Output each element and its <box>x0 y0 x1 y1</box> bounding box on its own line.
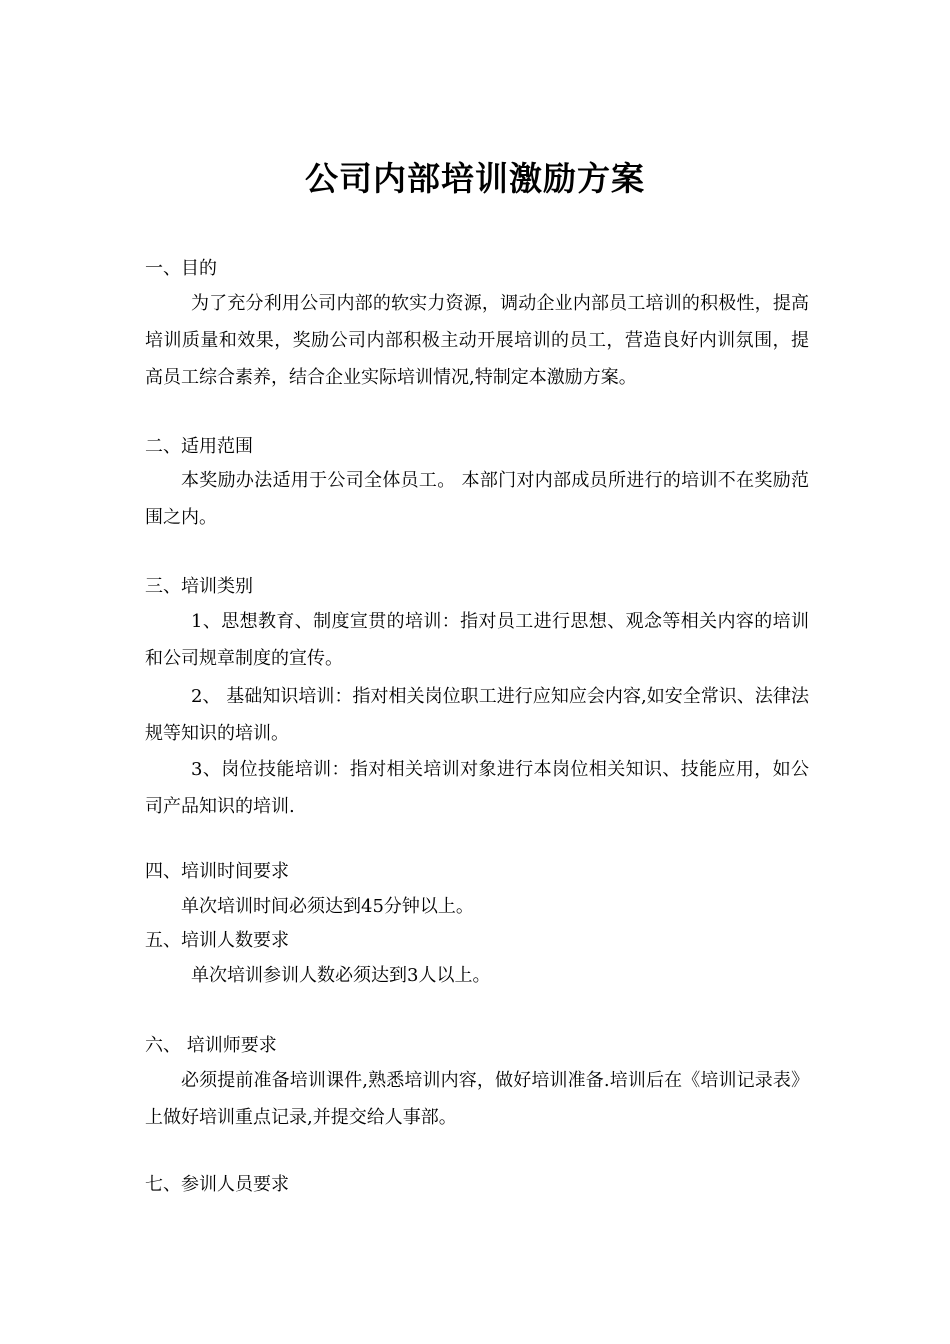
section-heading-duration: 四、培训时间要求 <box>145 861 289 882</box>
section-body-purpose: 为了充分利用公司内部的软实力资源，调动企业内部员工培训的积极性，提高培训质量和效果，奖励公司内部积极主动开展培训的员工，营造良好内训氛围，提高员工综合素养，结合企业实际培训情况,特制定本激励方案。 <box>145 293 809 388</box>
section-heading-categories: 三、培训类别 <box>145 576 253 597</box>
section-heading-purpose: 一、目的 <box>145 258 217 279</box>
section-body-duration: 单次培训时间必须达到45分钟以上。 <box>181 896 474 917</box>
section-heading-attendance: 五、培训人数要求 <box>145 930 289 951</box>
category-item-3: 3、岗位技能培训：指对相关培训对象进行本岗位相关知识、技能应用，如公司产品知识的培训. <box>145 759 809 817</box>
section-heading-trainer: 六、 培训师要求 <box>145 1035 277 1056</box>
section-heading-scope: 二、适用范围 <box>145 436 253 457</box>
section-body-scope: 本奖励办法适用于公司全体员工。 本部门对内部成员所进行的培训不在奖励范围之内。 <box>145 470 809 528</box>
document-title: 公司内部培训激励方案 <box>305 159 645 198</box>
section-body-attendance: 单次培训参训人数必须达到3人以上。 <box>191 965 491 986</box>
category-item-1: 1、思想教育、制度宣贯的培训：指对员工进行思想、观念等相关内容的培训和公司规章制度的宣传。 <box>145 611 809 669</box>
section-heading-participants: 七、参训人员要求 <box>145 1174 289 1195</box>
category-item-2: 2、 基础知识培训：指对相关岗位职工进行应知应会内容,如安全常识、法律法规等知识的培训。 <box>145 686 809 744</box>
section-body-trainer: 必须提前准备培训课件,熟悉培训内容，做好培训准备.培训后在《培训记录表》上做好培训重点记录,并提交给人事部。 <box>145 1070 809 1128</box>
